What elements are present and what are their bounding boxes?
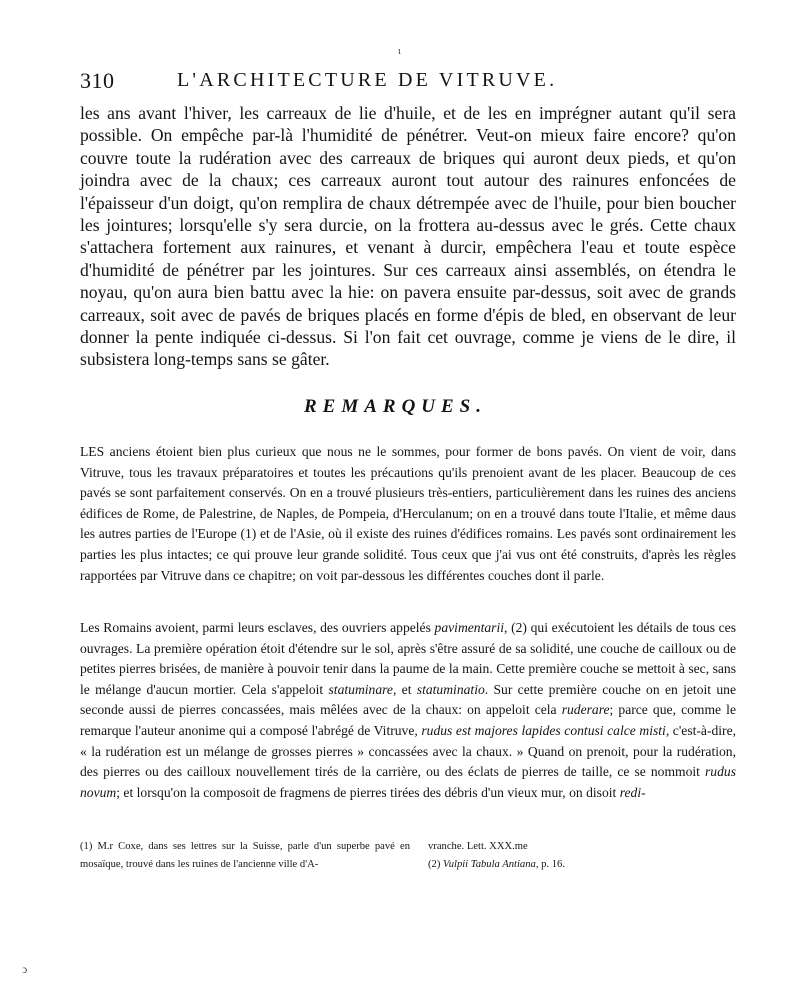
footnote-2-title: Vulpii Tabula Antiana — [443, 859, 536, 870]
footnote-2-number: (2) — [428, 859, 444, 870]
print-mark: ι — [398, 46, 401, 57]
remark-text: ; parce que, comme le remarque l'auteur anonime qui a composé l'abrégé de Vitruve, — [80, 702, 736, 738]
latin-term: rudus novum — [80, 764, 736, 800]
remark-text: , (2) qui exécutoient les détails de tous ces ouvrages. La première opération étoit d'étendre sur le sol, après s'être assuré de sa solidité, une couche de cailloux ou de petites pierres brisées, de manière à pouvoir tenir dans la paume de la main. Cette première couche se mettoit à sec, sans le mélange d'aucun mortier. Cela s'appeloit — [80, 620, 736, 697]
page-header — [80, 68, 726, 98]
latin-quote: rudus est majores lapides contusi calce misti — [421, 722, 666, 738]
footnote-2 — [428, 859, 565, 870]
remark-text: ; et lorsqu'on la composoit de fragmens de pierres tirées des débris d'un vieux mur, on disoit — [116, 784, 620, 800]
remark-text: . Sur cette première couche on en jetoit une seconde aussi de pierres concassées, mais mêlées avec de la chaux: on appeloit cela — [80, 681, 736, 718]
footnote-column-right — [428, 838, 728, 874]
footnote-1: (1) M.r Coxe, dans ses lettres sur la Suisse, parle d'un superbe pavé en mosaïque, trouvé dans les ruines de l'ancienne ville d'A- — [80, 841, 410, 870]
remark-text: , c'est-à-dire, « la rudération est un mélange de grosses pierres » concassées avec la chaux. » Quand on prenoit, pour la rudération, des pierres ou des cailloux nouvellement tirés de la carrière, ou des éclats de pierres de taille, ce se nommoit — [80, 722, 737, 780]
latin-term: statuminare — [328, 681, 393, 697]
latin-term: redi- — [619, 784, 646, 800]
running-head: L'ARCHITECTURE DE VITRUVE. — [177, 69, 558, 91]
remark-text: , et — [392, 681, 417, 697]
footnote-2-reference: , p. 16. — [535, 859, 565, 870]
latin-term: statuminatio — [416, 681, 485, 697]
page-number: 310 — [80, 68, 115, 93]
section-heading: REMARQUES. — [303, 396, 488, 417]
main-text-paragraph: les ans avant l'hiver, les carreaux de lie d'huile, et de les en imprégner autant qu'il sera possible. On empêche par-là l'humidité de pénétrer. Veut-on mieux faire encore? qu'on couvre toute la rudération avec des carreaux de briques qui auront deux pieds, et qu'on joindra avec de la chaux; ces carreaux auront tout autour des rainures enfoncées de l'épaisseur d'un doigt, qu'on remplira de chaux détrempée avec de l'huile, pour bien boucher les jointures; lorsqu'elle s'y sera durcie, on la frottera au-dessus avec le grés. Cette chaux s'attachera fortement aux rainures, et venant à durcir, empêchera l'eau et toute espèce d'humidité de pénétrer par les jointures. Sur ces carreaux ainsi assemblés, on étendra le noyau, qu'on aura bien battu avec la hie: on pavera ensuite par-dessus, soit avec de grands carreaux, soit avec de pavés de briques placés en forme d'épis de bled, en observant de leur donner la pente indiquée ci-dessus. Si l'on fait cet ouvrage, comme je viens de le dire, il subsistera long-temps sans se gâter. — [80, 103, 736, 370]
latin-term: pavimentarii — [434, 620, 505, 635]
remark-text: Les Romains avoient, parmi leurs esclaves, des ouvriers appelés — [80, 620, 435, 635]
footnote-1-continuation: vranche. Lett. XXX.me — [428, 841, 528, 852]
corner-print-mark: ↄ — [22, 962, 28, 976]
remark-paragraph-1: LES anciens étoient bien plus curieux que nous ne le sommes, pour former de bons pavés. On vient de voir, dans Vitruve, tous les travaux préparatoires et toutes les précautions qu'ils prenoient avant de les placer. Beaucoup de ces pavés se sont parfaitement conservés. On en a trouvé plusieurs très-entiers, particulièrement dans les ruines des anciens édifices de Rome, de Palestrine, de Naples, de Pompeia, d'Herculanum; on en a trouvé dans toute l'Italie, et même daus les autres parties de l'Europe (1) et de l'Asie, où il existe des ruines d'édifices romains. Les pavés sont ordinairement les parties les plus intactes; ce qui prouve leur grande solidité. Tous ceux que j'ai vus ont été construits, d'après les règles rapportées par Vitruve dans ce chapitre; on voit par-dessous les différentes couches dont il parle. — [80, 444, 736, 583]
remark-paragraph-2 — [80, 618, 736, 803]
latin-term: ruderare — [561, 702, 610, 718]
